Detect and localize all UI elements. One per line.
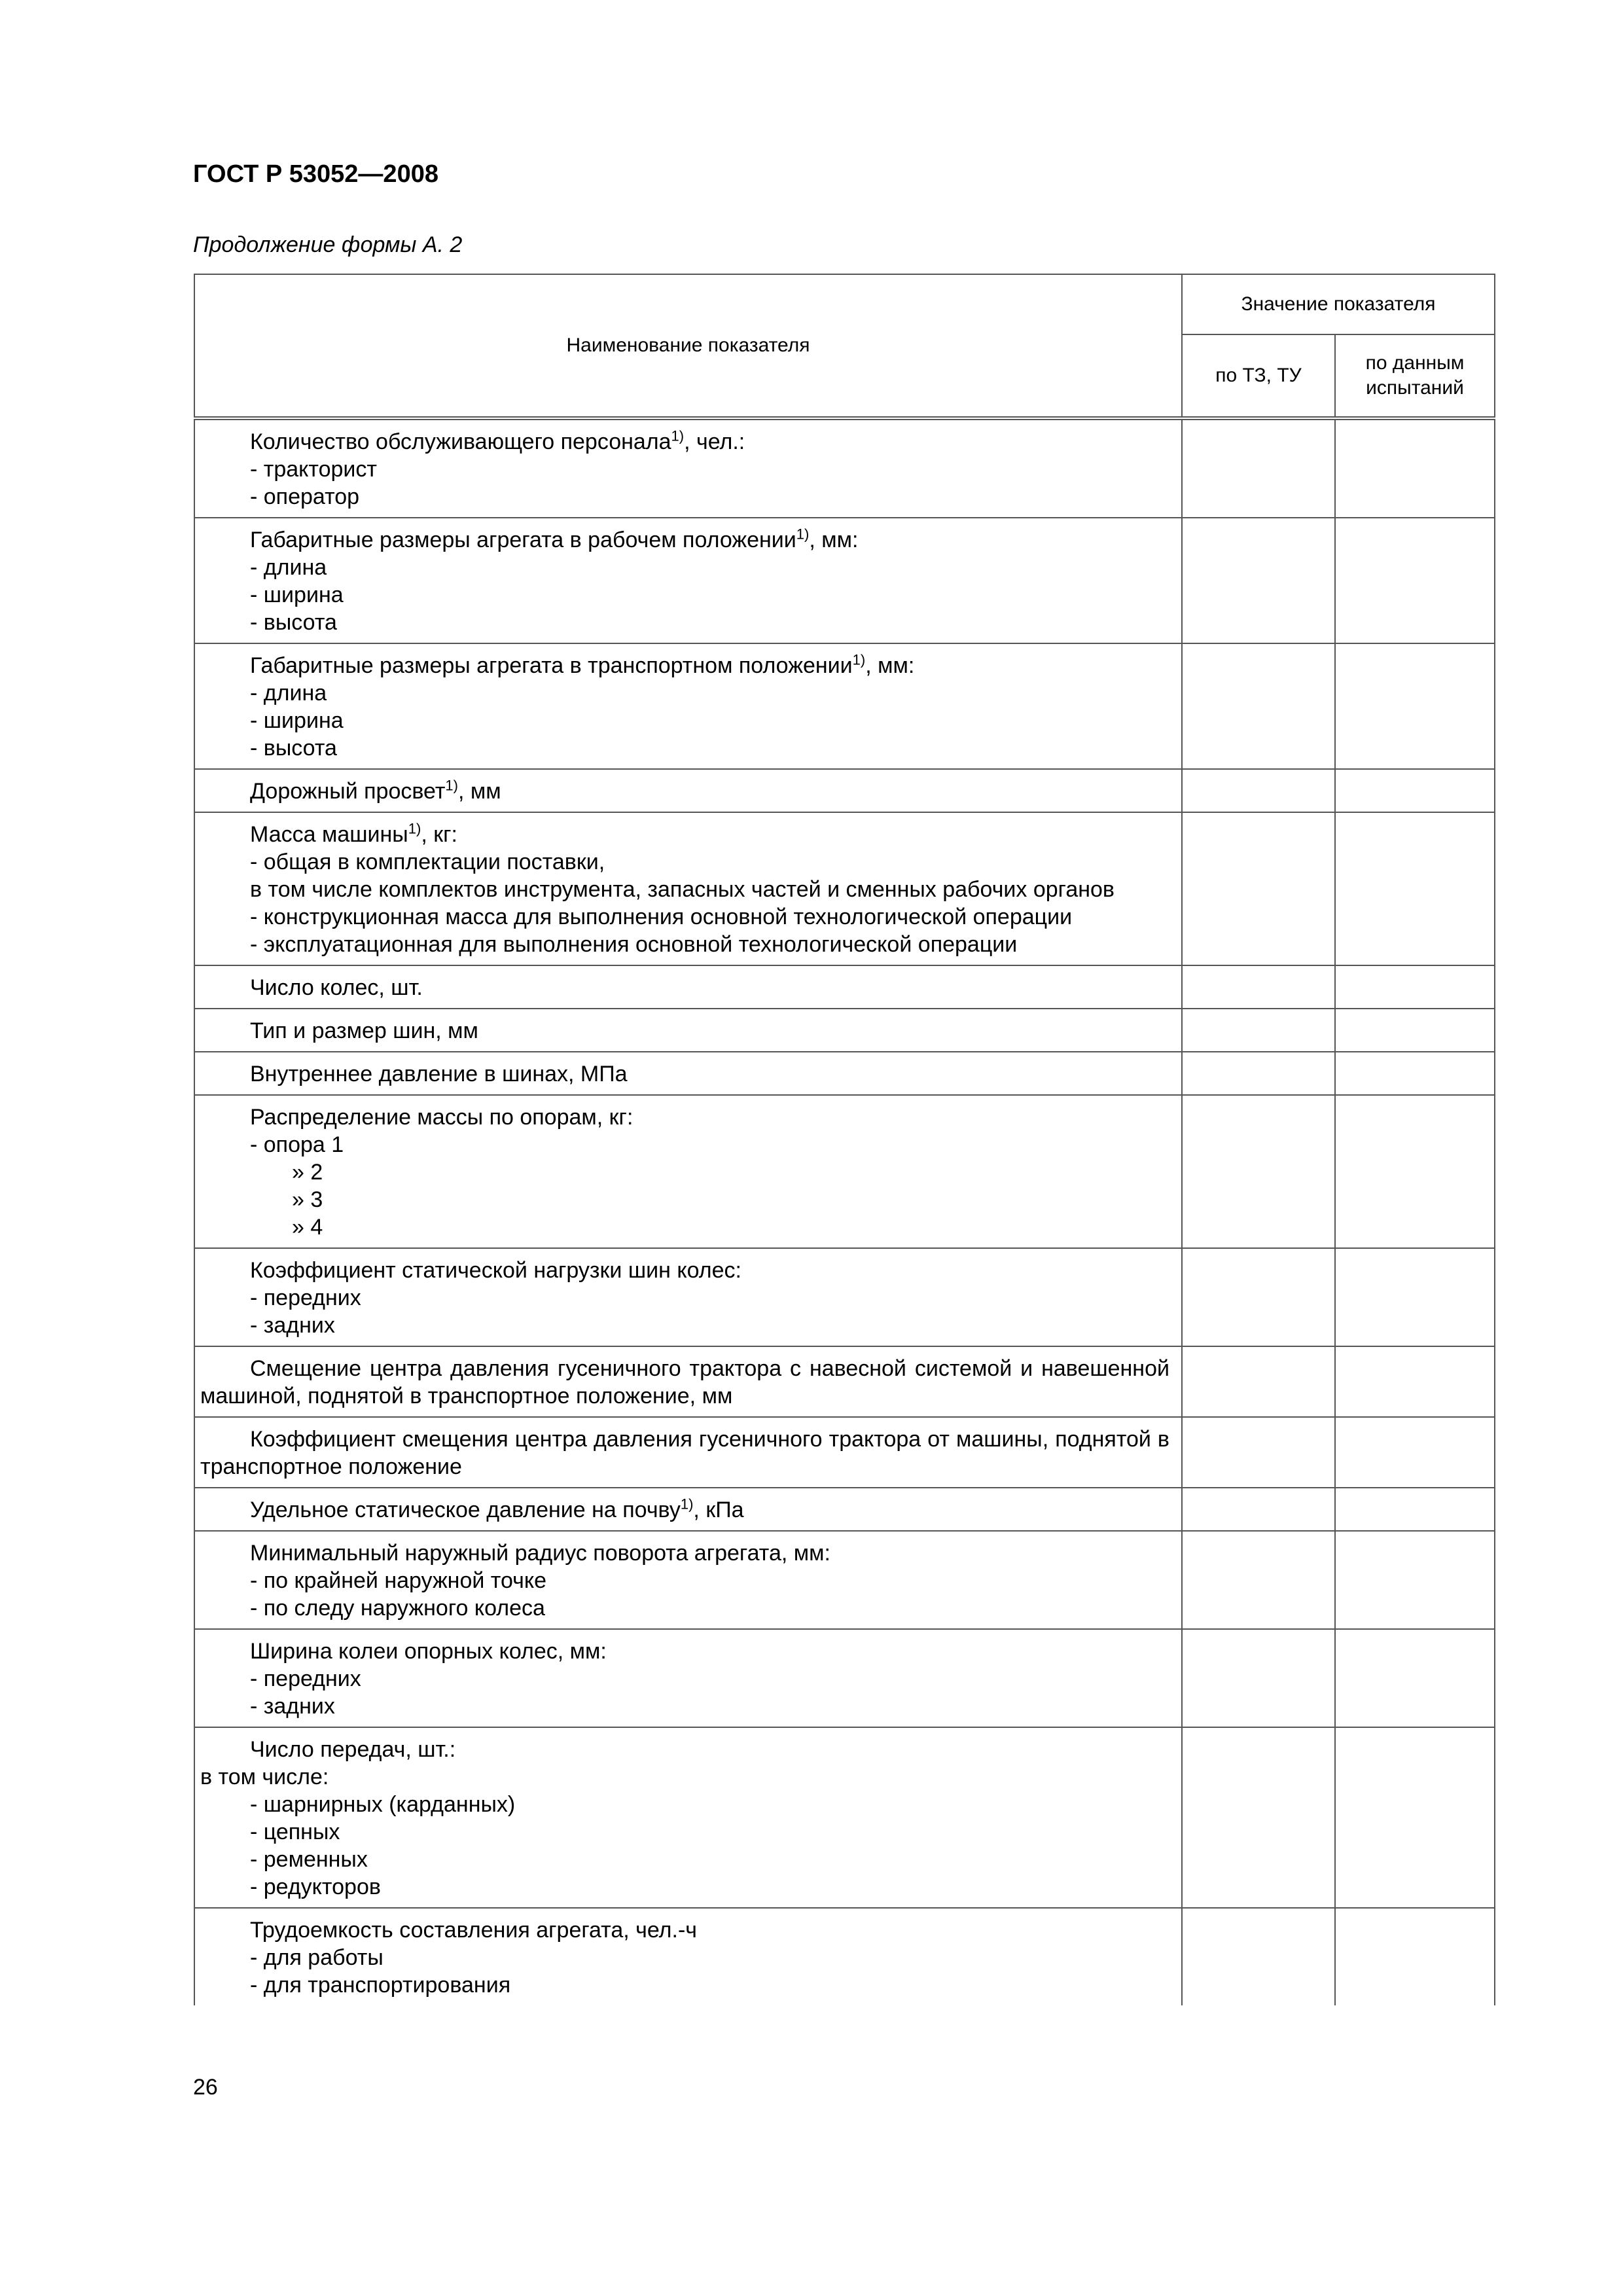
- value-cell-spec[interactable]: [1182, 1095, 1335, 1248]
- indicator-name-cell: Число колес, шт.: [194, 965, 1182, 1009]
- indicator-name-cell: Удельное статическое давление на почву$^{1)}$, кПа: [194, 1488, 1182, 1531]
- table-row: [194, 769, 1495, 812]
- table-row: [194, 1095, 1495, 1248]
- header-by-spec: по ТЗ, ТУ: [1182, 334, 1335, 418]
- table-row: [194, 1727, 1495, 1908]
- table-row: [194, 1052, 1495, 1095]
- indicator-name-cell: Ширина колеи опорных колес, мм: - передних - задних: [194, 1629, 1182, 1727]
- value-cell-test[interactable]: [1335, 1908, 1495, 2005]
- value-cell-test[interactable]: [1335, 1009, 1495, 1052]
- indicator-name-cell: Смещение центра давления гусеничного трактора с навесной системой и навешенной машиной, поднятой в транспортное положение, мм: [194, 1346, 1182, 1417]
- value-cell-spec[interactable]: [1182, 769, 1335, 812]
- value-cell-test[interactable]: [1335, 1095, 1495, 1248]
- indicator-name-cell: Трудоемкость составления агрегата, чел.-ч - для работы - для транспортирования: [194, 1908, 1182, 2005]
- value-cell-test[interactable]: [1335, 1052, 1495, 1095]
- indicator-name-cell: Масса машины$^{1)}$, кг: - общая в комплектации поставки, в том числе комплектов инструмента, запасных частей и сменных рабочих органов - конструкционная масса для выполнения основной технологической операции - эксплуатационная для выполнения основной технологической операции: [194, 812, 1182, 965]
- value-cell-spec[interactable]: [1182, 1346, 1335, 1417]
- table-row: [194, 1248, 1495, 1346]
- indicator-name-cell: Коэффициент статической нагрузки шин колес: - передних - задних: [194, 1248, 1182, 1346]
- page-number: 26: [193, 2075, 218, 2100]
- value-cell-spec[interactable]: [1182, 518, 1335, 643]
- indicators-table: [194, 274, 1495, 2005]
- value-cell-test[interactable]: [1335, 1346, 1495, 1417]
- value-cell-spec[interactable]: [1182, 1248, 1335, 1346]
- form-continuation-caption: Продолжение формы А. 2: [193, 232, 463, 257]
- indicator-name-cell: Количество обслуживающего персонала$^{1)}$, чел.: - тракторист - оператор: [194, 418, 1182, 518]
- table-row: [194, 812, 1495, 965]
- value-cell-test[interactable]: [1335, 1417, 1495, 1488]
- table-row: [194, 518, 1495, 643]
- value-cell-test[interactable]: [1335, 1531, 1495, 1629]
- indicator-name-cell: Габаритные размеры агрегата в транспортном положении$^{1)}$, мм: - длина - ширина - высота: [194, 643, 1182, 769]
- value-cell-test[interactable]: [1335, 769, 1495, 812]
- value-cell-test[interactable]: [1335, 1629, 1495, 1727]
- table-row: [194, 418, 1495, 518]
- value-cell-spec[interactable]: [1182, 1417, 1335, 1488]
- table-row: [194, 1346, 1495, 1417]
- value-cell-test[interactable]: [1335, 643, 1495, 769]
- value-cell-spec[interactable]: [1182, 1629, 1335, 1727]
- table-row: [194, 643, 1495, 769]
- indicator-name-cell: Распределение массы по опорам, кг: - опора 1 » 2 » 3 » 4: [194, 1095, 1182, 1248]
- value-cell-test[interactable]: [1335, 418, 1495, 518]
- value-cell-test[interactable]: [1335, 1248, 1495, 1346]
- table-row: [194, 1417, 1495, 1488]
- table-row: [194, 965, 1495, 1009]
- value-cell-test[interactable]: [1335, 1488, 1495, 1531]
- table-row: [194, 1009, 1495, 1052]
- value-cell-spec[interactable]: [1182, 643, 1335, 769]
- indicator-name-cell: Число передач, шт.: в том числе: - шарнирных (карданных) - цепных - ременных - редукторов: [194, 1727, 1182, 1908]
- table-row: [194, 1629, 1495, 1727]
- value-cell-test[interactable]: [1335, 1727, 1495, 1908]
- value-cell-test[interactable]: [1335, 965, 1495, 1009]
- indicator-name-cell: Дорожный просвет$^{1)}$, мм: [194, 769, 1182, 812]
- value-cell-spec[interactable]: [1182, 418, 1335, 518]
- document-title: ГОСТ Р 53052—2008: [193, 160, 438, 188]
- value-cell-spec[interactable]: [1182, 1531, 1335, 1629]
- value-cell-spec[interactable]: [1182, 1488, 1335, 1531]
- indicator-name-cell: Габаритные размеры агрегата в рабочем положении$^{1)}$, мм: - длина - ширина - высота: [194, 518, 1182, 643]
- value-cell-test[interactable]: [1335, 518, 1495, 643]
- value-cell-spec[interactable]: [1182, 1908, 1335, 2005]
- value-cell-spec[interactable]: [1182, 965, 1335, 1009]
- table-row: [194, 1531, 1495, 1629]
- indicator-name-cell: Внутреннее давление в шинах, МПа: [194, 1052, 1182, 1095]
- header-indicator-name: Наименование показателя: [194, 274, 1182, 418]
- indicator-name-cell: Коэффициент смещения центра давления гусеничного трактора от машины, поднятой в транспортное положение: [194, 1417, 1182, 1488]
- table-row: [194, 1488, 1495, 1531]
- value-cell-spec[interactable]: [1182, 812, 1335, 965]
- value-cell-spec[interactable]: [1182, 1727, 1335, 1908]
- header-by-test: по данным испытаний: [1335, 334, 1495, 418]
- table-row: [194, 1908, 1495, 2005]
- indicator-name-cell: Тип и размер шин, мм: [194, 1009, 1182, 1052]
- header-indicator-value: Значение показателя: [1182, 274, 1495, 334]
- indicator-name-cell: Минимальный наружный радиус поворота агрегата, мм: - по крайней наружной точке - по следу наружного колеса: [194, 1531, 1182, 1629]
- value-cell-test[interactable]: [1335, 812, 1495, 965]
- value-cell-spec[interactable]: [1182, 1009, 1335, 1052]
- value-cell-spec[interactable]: [1182, 1052, 1335, 1095]
